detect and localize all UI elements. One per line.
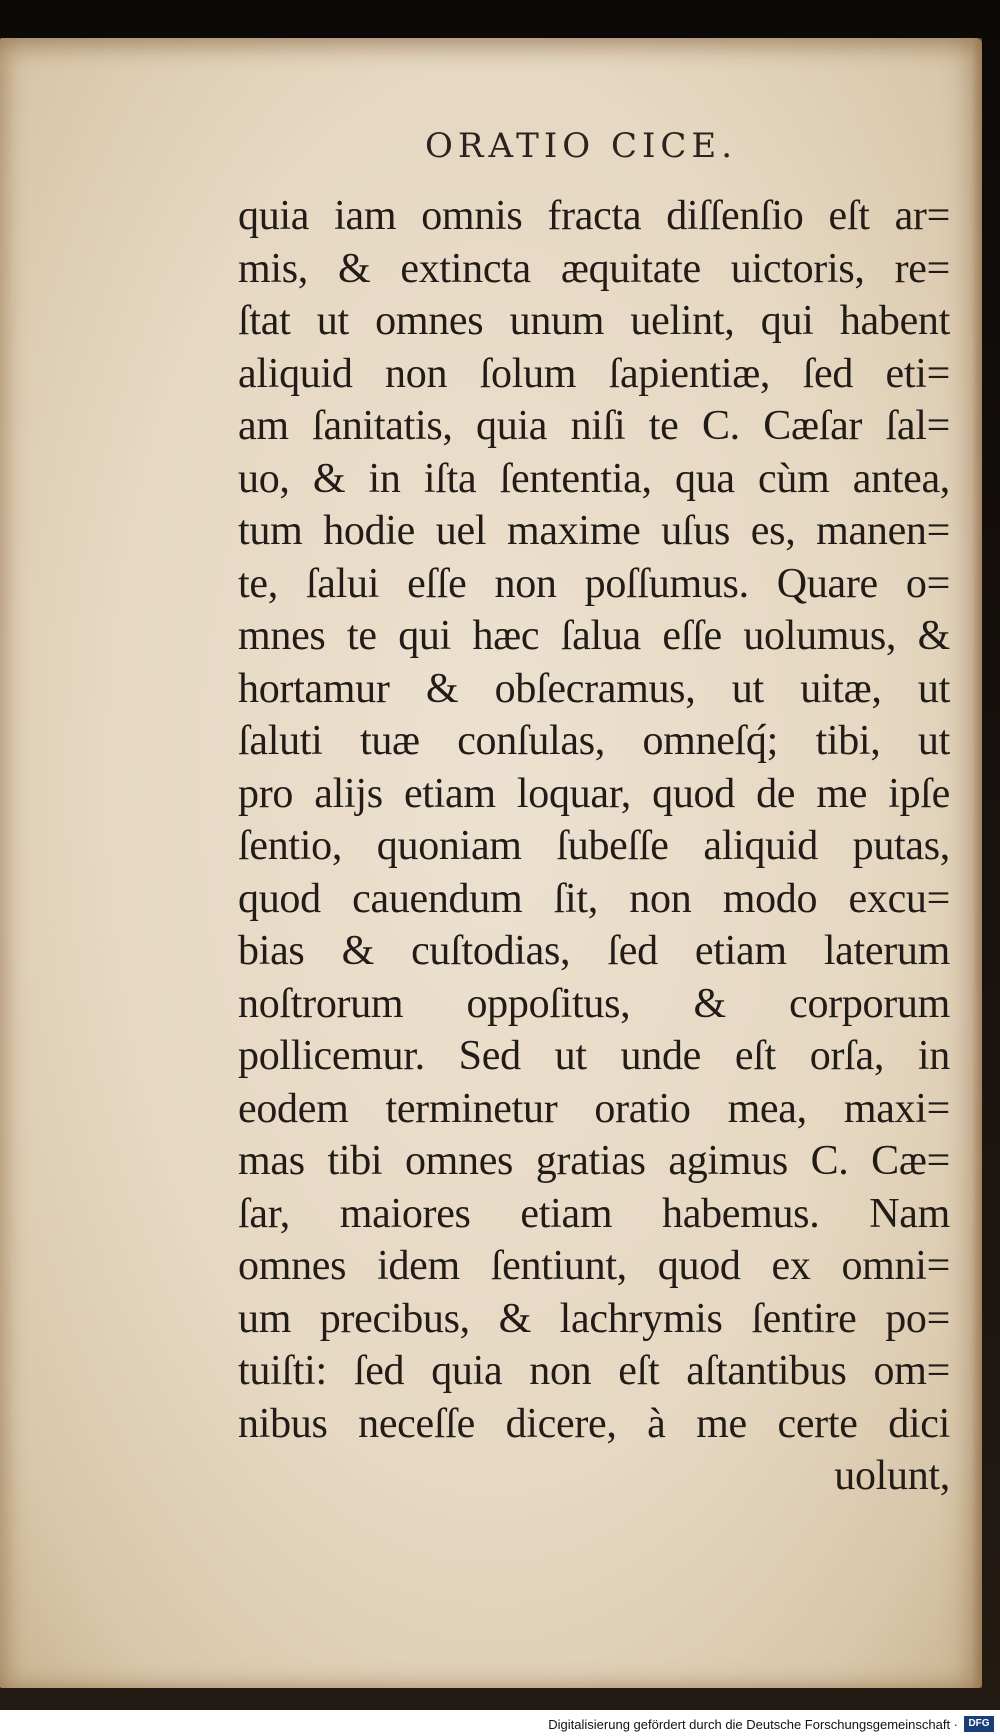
dfg-logo: DFG [964,1716,994,1732]
text-line: eodem terminetur oratio mea, maxi= [238,1085,950,1132]
text-line: pro alijs etiam loquar, quod de me ipſe [238,770,950,817]
text-line-catchword: uolunt, [834,1453,950,1499]
text-line: um precibus, & lachrymis ſentire po= [238,1295,950,1342]
text-line: uo, & in iſta ſententia, qua cùm antea, [238,455,950,502]
text-line: ſar, maiores etiam habemus. Nam [238,1190,950,1237]
text-line: ſaluti tuæ conſulas, omneſq́; tibi, ut [238,718,950,764]
text-line: ſtat ut omnes unum uelint, qui habent [238,298,950,344]
book-page [0,38,982,1688]
text-line: bias & cuſtodias, ſed etiam laterum [238,928,950,974]
text-line: te, ſalui eſſe non poſſumus. Quare o= [238,560,950,607]
text-line: mas tibi omnes gratias agimus C. Cæ= [238,1138,950,1184]
text-line: noſtrorum oppoſitus, & corporum [238,980,950,1027]
text-line: quia iam omnis fracta diſſenſio eſt ar= [238,193,950,239]
text-line: quod cauendum ſit, non modo excu= [238,875,950,922]
footer-credit: Digitalisierung gefördert durch die Deutsche Forschungsgemeinschaft · [548,1717,958,1732]
text-line: tum hodie uel maxime uſus es, manen= [238,508,950,554]
running-head: ORATIO CICE. [425,126,738,166]
text-line: aliquid non ſolum ſapientiæ, ſed eti= [238,350,950,397]
page-edge-shadow [972,38,982,1688]
text-line: am ſanitatis, quia niſi te C. Cæſar ſal= [238,403,950,449]
text-block [238,190,950,1503]
text-line: mis, & extincta æquitate uictoris, re= [238,245,950,292]
text-line: ſentio, quoniam ſubeſſe aliquid putas, [238,823,950,869]
text-line: pollicemur. Sed ut unde eſt orſa, in [238,1033,950,1079]
text-line: mnes te qui hæc ſalua eſſe uolumus, & [238,613,950,659]
text-line: hortamur & obſecramus, ut uitæ, ut [238,665,950,712]
text-line: omnes idem ſentiunt, quod ex omni= [238,1243,950,1289]
text-line: tuiſti: ſed quia non eſt aſtantibus om= [238,1348,950,1394]
text-line: nibus neceſſe dicere, à me certe dici [238,1400,950,1447]
footer-bar [0,1710,1000,1736]
